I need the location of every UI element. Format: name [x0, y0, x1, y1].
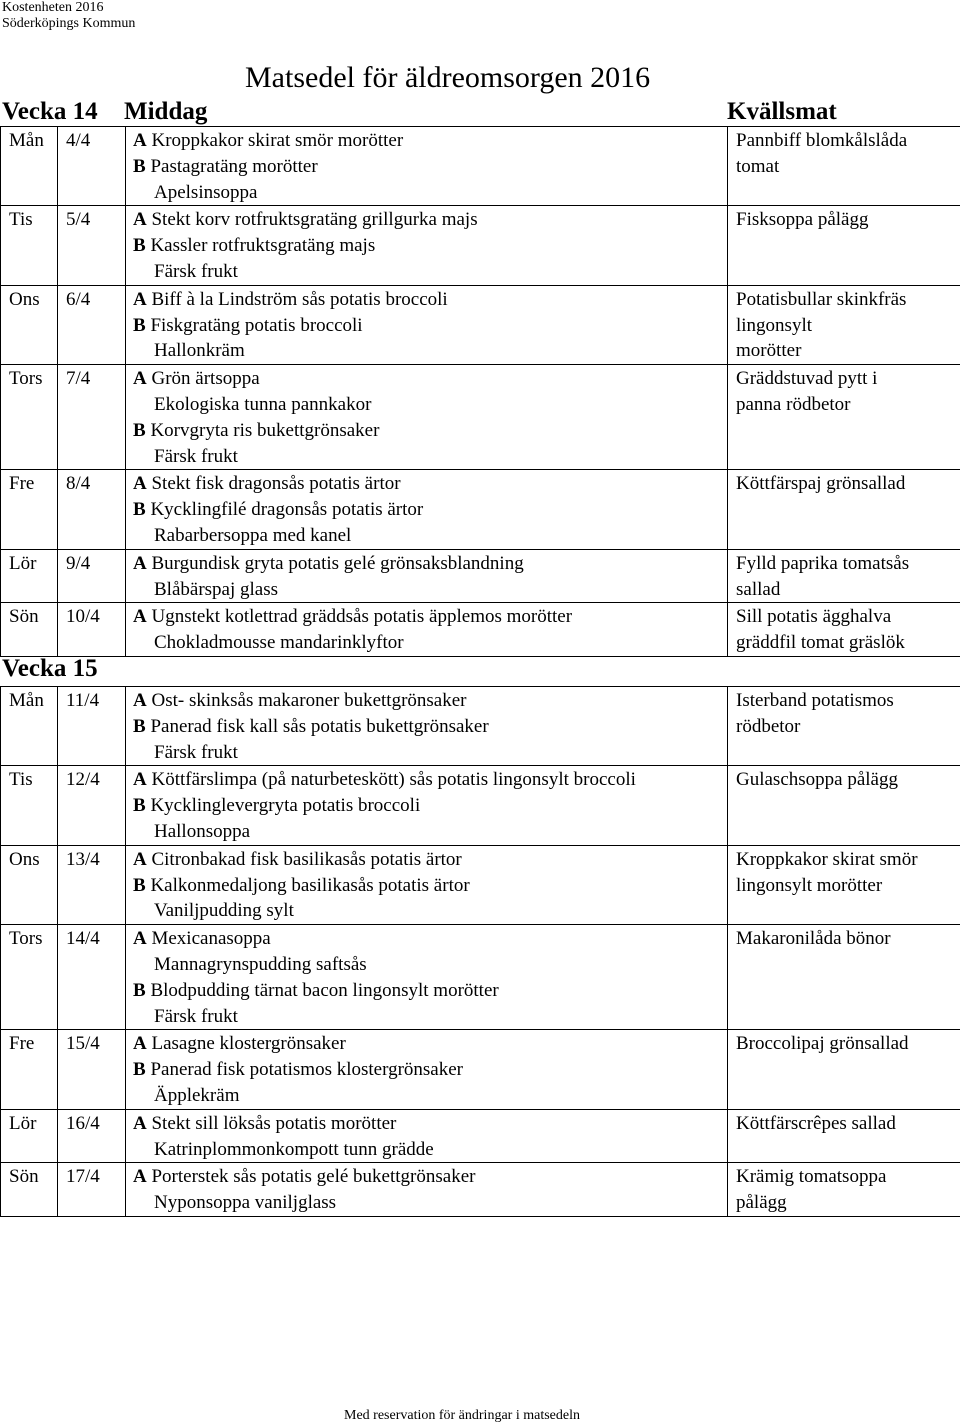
dish-text: Stekt sill löksås potatis morötter: [151, 1112, 397, 1134]
option-letter: A: [133, 928, 147, 950]
option-letter: A: [133, 690, 147, 711]
day-cell: [1, 549, 58, 603]
dinner-cell: [126, 1030, 728, 1109]
dish-option: [133, 287, 727, 313]
evening-dish-line: Krämig tomatsoppa: [736, 1166, 887, 1188]
day-cell: [1, 127, 58, 206]
menu-row: [1, 603, 960, 657]
side-dish: [133, 1190, 727, 1216]
evening-cell: [728, 365, 960, 470]
dish-text: Blåbärspaj glass: [154, 578, 279, 600]
date: 8/4: [66, 473, 91, 495]
date-cell: [58, 127, 126, 206]
option-letter: A: [133, 209, 147, 231]
dish-option: [133, 688, 727, 714]
option-letter: B: [133, 715, 146, 737]
day-cell: [1, 285, 58, 364]
option-letter: A: [133, 606, 147, 628]
evening-dish-line: gräddfil tomat gräslök: [736, 632, 905, 654]
dish-option: [133, 154, 727, 180]
dish-text: Ekologiska tunna pannkakor: [154, 393, 372, 415]
menu-row: [1, 365, 960, 470]
dinner-cell: [126, 687, 728, 766]
weekday: Tis: [9, 209, 33, 231]
dish-text: Färsk frukt: [154, 445, 238, 467]
dish-text: Lasagne klostergrönsaker: [151, 1033, 346, 1055]
dish-option: [133, 418, 727, 444]
dish-text: Köttfärslimpa (på naturbeteskött) sås potatis lingonsylt broccoli: [151, 769, 636, 791]
date: 17/4: [66, 1166, 100, 1188]
weekday: Mån: [9, 690, 44, 711]
dish-text: Porterstek sås potatis gelé bukettgrönsaker: [151, 1166, 476, 1188]
dish-text: Korvgryta ris bukettgrönsaker: [150, 419, 380, 441]
dish-option: [133, 128, 727, 154]
dish-text: Äpplekräm: [154, 1084, 240, 1106]
evening-dish-line: Fisksoppa pålägg: [736, 209, 869, 231]
dish-text: Färsk frukt: [154, 1005, 238, 1027]
week-15-heading: Vecka 15: [2, 655, 98, 682]
dish-text: Mexicanasoppa: [151, 928, 271, 950]
dish-text: Citronbakad fisk basilikasås potatis ärtor: [151, 848, 462, 870]
evening-cell: [728, 127, 960, 206]
menu-row: [1, 845, 960, 924]
option-letter: A: [133, 130, 147, 151]
dinner-cell: [126, 925, 728, 1030]
evening-cell: [728, 603, 960, 657]
evening-cell: [728, 285, 960, 364]
dish-option: [133, 714, 727, 740]
week-14-menu-table: [0, 126, 960, 657]
date: 16/4: [66, 1112, 100, 1134]
menu-row: [1, 1163, 960, 1217]
option-letter: B: [133, 499, 146, 521]
weekday: Fre: [9, 473, 35, 495]
dish-text: Blodpudding tärnat bacon lingonsylt morötter: [150, 979, 499, 1001]
date-cell: [58, 845, 126, 924]
weekday: Ons: [9, 848, 40, 870]
dish-text: Katrinplommonkompott tunn grädde: [154, 1138, 434, 1160]
municipality-label: Söderköpings Kommun: [2, 16, 136, 31]
option-letter: A: [133, 552, 147, 574]
option-letter: A: [133, 1166, 147, 1188]
date-cell: [58, 603, 126, 657]
date-cell: [58, 206, 126, 285]
evening-cell: [728, 925, 960, 1030]
dish-text: Färsk frukt: [154, 260, 238, 282]
option-letter: A: [133, 368, 147, 390]
dish-option: [133, 313, 727, 339]
evening-cell: [728, 1109, 960, 1163]
dish-text: Kassler rotfruktsgratäng majs: [150, 235, 376, 257]
evening-cell: [728, 549, 960, 603]
day-cell: [1, 1163, 58, 1217]
weekday: Tors: [9, 368, 43, 390]
day-cell: [1, 687, 58, 766]
side-dish: [133, 898, 727, 924]
option-letter: B: [133, 874, 146, 896]
option-letter: A: [133, 848, 147, 870]
option-letter: A: [133, 1112, 147, 1134]
dish-option: [133, 497, 727, 523]
evening-dish-line: Köttfärspaj grönsallad: [736, 473, 906, 495]
option-letter: B: [133, 314, 146, 336]
side-dish: [133, 259, 727, 285]
weekday: Sön: [9, 1166, 39, 1188]
menu-row: [1, 1109, 960, 1163]
date-cell: [58, 1163, 126, 1217]
weekday: Fre: [9, 1033, 35, 1055]
side-dish: [133, 523, 727, 549]
day-cell: [1, 1109, 58, 1163]
evening-cell: [728, 766, 960, 845]
menu-row: [1, 925, 960, 1030]
dish-option: [133, 926, 727, 952]
dish-text: Chokladmousse mandarinklyftor: [154, 632, 404, 654]
dinner-cell: [126, 549, 728, 603]
dish-text: Biff à la Lindström sås potatis broccoli: [151, 288, 448, 310]
side-dish: [133, 392, 727, 418]
week-14-heading: Vecka 14: [2, 98, 98, 125]
dish-text: Kroppkakor skirat smör morötter: [151, 130, 404, 151]
evening-dish-line: Gulaschsoppa pålägg: [736, 769, 898, 791]
day-cell: [1, 1030, 58, 1109]
dish-option: [133, 233, 727, 259]
day-cell: [1, 206, 58, 285]
org-unit-label: Kostenheten 2016: [2, 0, 104, 15]
date: 4/4: [66, 130, 91, 151]
dinner-cell: [126, 365, 728, 470]
menu-row: [1, 206, 960, 285]
weekday: Ons: [9, 288, 40, 310]
weekday: Lör: [9, 1112, 37, 1134]
day-cell: [1, 925, 58, 1030]
evening-dish-line: Fylld paprika tomatsås: [736, 552, 910, 574]
menu-row: [1, 470, 960, 549]
date-cell: [58, 365, 126, 470]
dinner-cell: [126, 470, 728, 549]
evening-dish-line: Pannbiff blomkålslåda: [736, 130, 908, 151]
date: 10/4: [66, 606, 100, 628]
evening-cell: [728, 470, 960, 549]
option-letter: B: [133, 1059, 146, 1081]
date-cell: [58, 285, 126, 364]
evening-dish-line: lingonsylt: [736, 314, 813, 336]
date-cell: [58, 1030, 126, 1109]
menu-row: [1, 766, 960, 845]
dish-option: [133, 873, 727, 899]
evening-dish-line: lingonsylt morötter: [736, 874, 883, 896]
menu-row: [1, 549, 960, 603]
dish-text: Apelsinsoppa: [154, 181, 258, 203]
evening-cell: [728, 1030, 960, 1109]
evening-dish-line: Isterband potatismos: [736, 690, 894, 711]
evening-dish-line: Broccolipaj grönsallad: [736, 1033, 909, 1055]
dish-option: [133, 1057, 727, 1083]
side-dish: [133, 1083, 727, 1109]
weekday: Tis: [9, 769, 33, 791]
dish-option: [133, 1031, 727, 1057]
date-cell: [58, 687, 126, 766]
dinner-cell: [126, 127, 728, 206]
menu-row: [1, 127, 960, 206]
dinner-cell: [126, 285, 728, 364]
dinner-cell: [126, 206, 728, 285]
day-cell: [1, 365, 58, 470]
date-cell: [58, 1109, 126, 1163]
option-letter: A: [133, 769, 147, 791]
evening-dish-line: pålägg: [736, 1192, 787, 1214]
dish-text: Panerad fisk kall sås potatis bukettgrönsaker: [150, 715, 489, 737]
menu-row: [1, 285, 960, 364]
side-dish: [133, 740, 727, 766]
dish-text: Nyponsoppa vaniljglass: [154, 1192, 337, 1214]
side-dish: [133, 180, 727, 206]
weekday: Sön: [9, 606, 39, 628]
dish-text: Mannagrynspudding saftsås: [154, 953, 367, 975]
dish-text: Rabarbersoppa med kanel: [154, 524, 352, 546]
dish-option: [133, 207, 727, 233]
page-title: Matsedel för äldreomsorgen 2016: [245, 61, 651, 94]
date: 9/4: [66, 552, 91, 574]
date: 11/4: [66, 690, 100, 711]
option-letter: A: [133, 1033, 147, 1055]
menu-row: [1, 1030, 960, 1109]
option-letter: A: [133, 288, 147, 310]
option-letter: B: [133, 979, 146, 1001]
evening-cell: [728, 845, 960, 924]
evening-dish-line: tomat: [736, 155, 780, 177]
dish-option: [133, 1164, 727, 1190]
evening-dish-line: sallad: [736, 578, 781, 600]
dish-text: Fiskgratäng potatis broccoli: [150, 314, 363, 336]
dish-text: Ost- skinksås makaroner bukettgrönsaker: [151, 690, 467, 711]
evening-dish-line: Kroppkakor skirat smör: [736, 848, 918, 870]
date: 15/4: [66, 1033, 100, 1055]
dinner-cell: [126, 1109, 728, 1163]
evening-dish-line: rödbetor: [736, 715, 801, 737]
dish-text: Färsk frukt: [154, 741, 238, 763]
dish-text: Stekt korv rotfruktsgratäng grillgurka majs: [151, 209, 478, 231]
dinner-cell: [126, 1163, 728, 1217]
evening-dish-line: Potatisbullar skinkfräs: [736, 288, 907, 310]
date-cell: [58, 470, 126, 549]
dish-option: [133, 366, 727, 392]
day-cell: [1, 845, 58, 924]
dish-option: [133, 767, 727, 793]
dish-text: Vaniljpudding sylt: [154, 900, 294, 922]
dinner-column-heading: Middag: [124, 98, 208, 125]
side-dish: [133, 819, 727, 845]
date: 12/4: [66, 769, 100, 791]
evening-dish-line: Köttfärscrêpes sallad: [736, 1112, 896, 1134]
dish-option: [133, 551, 727, 577]
day-cell: [1, 603, 58, 657]
dish-text: Grön ärtsoppa: [151, 368, 260, 390]
evening-dish-line: Sill potatis ägghalva: [736, 606, 892, 628]
evening-dish-line: panna rödbetor: [736, 393, 851, 415]
date: 13/4: [66, 848, 100, 870]
dinner-cell: [126, 603, 728, 657]
side-dish: [133, 630, 727, 656]
option-letter: B: [133, 155, 146, 177]
option-letter: A: [133, 473, 147, 495]
date: 14/4: [66, 928, 100, 950]
side-dish: [133, 1137, 727, 1163]
evening-cell: [728, 687, 960, 766]
dish-text: Ugnstekt kotlettrad gräddsås potatis äpplemos morötter: [151, 606, 573, 628]
dish-text: Kalkonmedaljong basilikasås potatis ärtor: [150, 874, 470, 896]
dish-text: Kycklinglevergryta potatis broccoli: [150, 795, 421, 817]
side-dish: [133, 952, 727, 978]
dish-text: Burgundisk gryta potatis gelé grönsaksblandning: [151, 552, 524, 574]
dinner-cell: [126, 766, 728, 845]
side-dish: [133, 338, 727, 364]
date: 6/4: [66, 288, 91, 310]
dish-text: Kycklingfilé dragonsås potatis ärtor: [150, 499, 424, 521]
dish-text: Stekt fisk dragonsås potatis ärtor: [151, 473, 401, 495]
option-letter: B: [133, 235, 146, 257]
side-dish: [133, 444, 727, 470]
date: 5/4: [66, 209, 91, 231]
week-15-menu-table: [0, 686, 960, 1217]
side-dish: [133, 577, 727, 603]
weekday: Tors: [9, 928, 43, 950]
day-cell: [1, 766, 58, 845]
date-cell: [58, 925, 126, 1030]
evening-column-heading: Kvällsmat: [727, 98, 837, 125]
weekday: Lör: [9, 552, 37, 574]
date-cell: [58, 766, 126, 845]
dish-option: [133, 1111, 727, 1137]
date-cell: [58, 549, 126, 603]
evening-dish-line: morötter: [736, 340, 802, 362]
dish-text: Hallonkräm: [154, 340, 245, 362]
dish-option: [133, 978, 727, 1004]
option-letter: B: [133, 795, 146, 817]
evening-dish-line: Gräddstuvad pytt i: [736, 368, 878, 390]
side-dish: [133, 1004, 727, 1030]
dish-option: [133, 847, 727, 873]
day-cell: [1, 470, 58, 549]
dinner-cell: [126, 845, 728, 924]
date: 7/4: [66, 368, 91, 390]
dish-option: [133, 793, 727, 819]
evening-dish-line: Makaronilåda bönor: [736, 928, 891, 950]
dish-option: [133, 604, 727, 630]
dish-option: [133, 471, 727, 497]
evening-cell: [728, 206, 960, 285]
option-letter: B: [133, 419, 146, 441]
weekday: Mån: [9, 130, 44, 151]
dish-text: Panerad fisk potatismos klostergrönsaker: [150, 1059, 464, 1081]
dish-text: Hallonsoppa: [154, 820, 251, 842]
dish-text: Pastagratäng morötter: [150, 155, 318, 177]
footer-note: Med reservation för ändringar i matsedeln: [344, 1408, 580, 1423]
evening-cell: [728, 1163, 960, 1217]
menu-row: [1, 687, 960, 766]
